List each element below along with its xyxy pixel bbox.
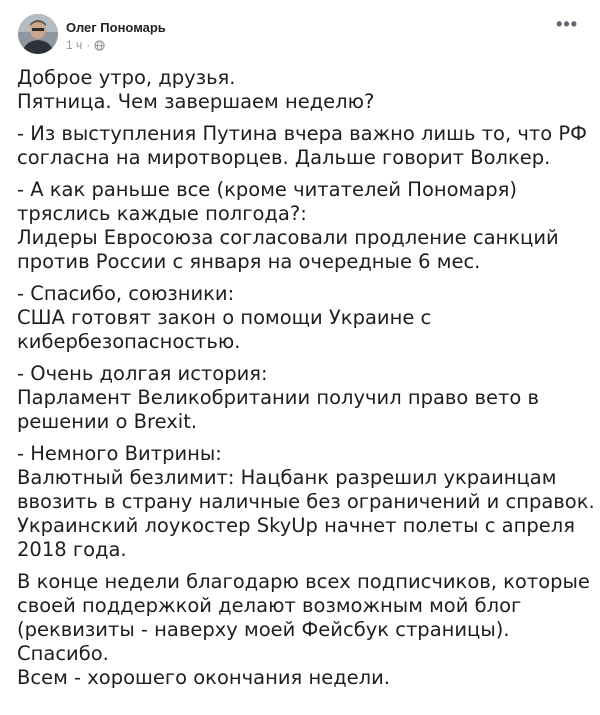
post-text-line: - Очень долгая история: bbox=[17, 362, 268, 385]
post-text-line: Спасибо. bbox=[17, 642, 109, 665]
post-text-line: решении о Brexit. bbox=[17, 410, 198, 433]
post-text-line: - Из выступления Путина вчера важно лишь то, что РФ bbox=[17, 122, 587, 145]
post-text-line: кибербезопасностью. bbox=[17, 330, 241, 353]
post-text-line: США готовят закон о помощи Украине с bbox=[17, 306, 432, 329]
post-text-line: Доброе утро, друзья. bbox=[17, 66, 236, 89]
more-options-button[interactable] bbox=[556, 14, 578, 34]
post-text-line: против России с января на очередные 6 мес. bbox=[17, 250, 481, 273]
post-paragraph bbox=[17, 570, 590, 690]
post-text-line: (реквизиты - наверху моей Фейсбук страницы). bbox=[17, 618, 510, 641]
post-text-line: Пятница. Чем завершаем неделю? bbox=[17, 90, 375, 113]
post-text bbox=[17, 66, 595, 698]
post-text-line: своей поддержкой делают возможным мой блог bbox=[17, 594, 522, 617]
post-text-line: - Немного Витрины: bbox=[17, 442, 222, 465]
post-text-line: - Спасибо, союзники: bbox=[17, 282, 235, 305]
avatar-photo-icon bbox=[18, 14, 58, 54]
post-text-line: Всем - хорошего окончания недели. bbox=[17, 666, 391, 689]
post-text-line: Валютный безлимит: Нацбанк разрешил украинцам bbox=[17, 466, 557, 489]
post-timestamp[interactable]: 1 ч bbox=[66, 38, 83, 52]
post-paragraph bbox=[17, 122, 587, 170]
post-text-line: согласна на миротворцев. Дальше говорит Волкер. bbox=[17, 146, 551, 169]
post-header bbox=[18, 14, 588, 58]
post-paragraph bbox=[17, 362, 587, 434]
post-text-line: ввозить в страну наличные без ограничений и справок. bbox=[17, 490, 595, 513]
post-paragraph bbox=[17, 66, 587, 114]
more-icon: ••• bbox=[556, 14, 578, 34]
meta-separator: · bbox=[86, 38, 91, 52]
post-text-line: 2018 года. bbox=[17, 538, 127, 561]
post-paragraph bbox=[17, 178, 587, 274]
author-name[interactable]: Олег Пономарь bbox=[66, 20, 166, 35]
post-text-line: В конце недели благодарю всех подписчиков, которые bbox=[17, 570, 590, 593]
post-paragraph bbox=[17, 442, 595, 562]
post-meta bbox=[66, 38, 105, 52]
post-text-line: Украинский лоукостер SkyUp начнет полеты с апреля bbox=[17, 514, 575, 537]
globe-icon[interactable] bbox=[94, 40, 105, 51]
post-text-line: Парламент Великобритании получил право вето в bbox=[17, 386, 540, 409]
post-paragraph bbox=[17, 282, 587, 354]
post-text-line: - А как раньше все (кроме читателей Пономаря) bbox=[17, 178, 517, 201]
post-text-line: Лидеры Евросоюза согласовали продление санкций bbox=[17, 226, 559, 249]
post-text-line: тряслись каждые полгода?: bbox=[17, 202, 307, 225]
author-avatar[interactable] bbox=[18, 14, 58, 54]
